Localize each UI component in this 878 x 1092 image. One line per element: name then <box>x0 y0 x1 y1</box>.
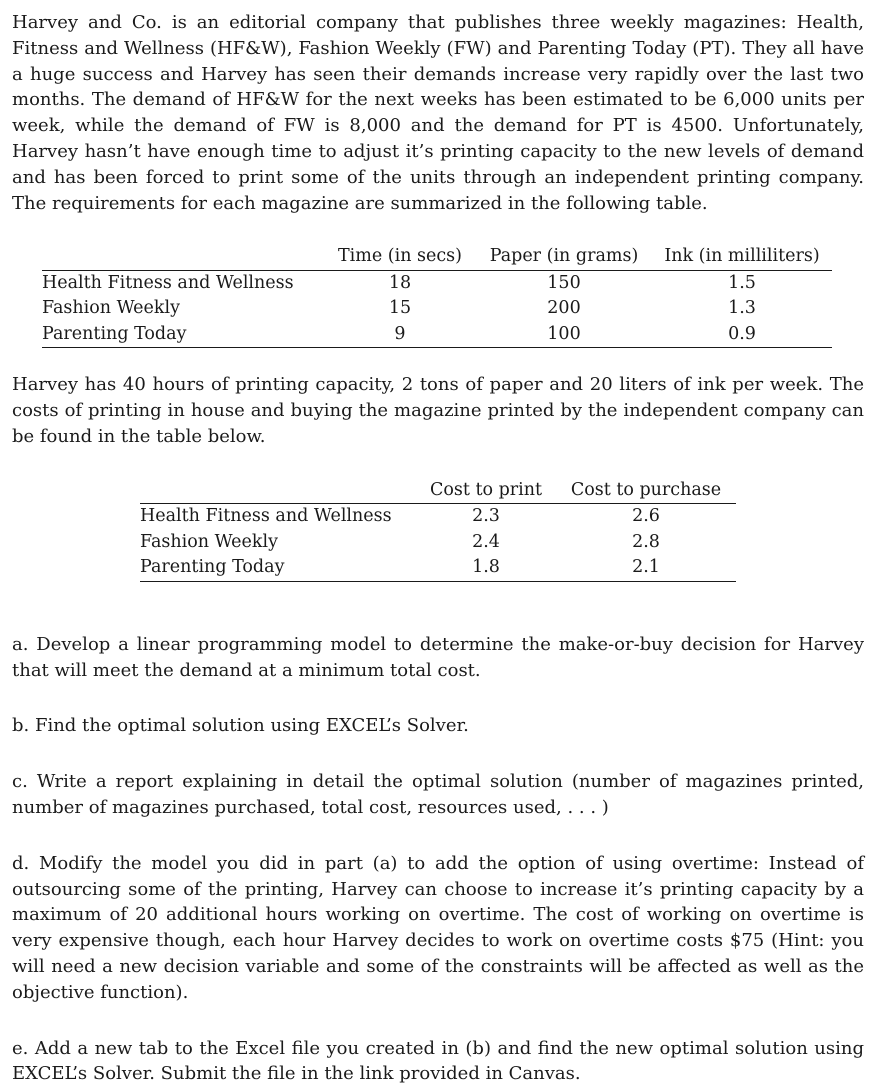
cost-header-purchase: Cost to purchase <box>556 478 736 504</box>
cost-table <box>140 478 736 582</box>
cost-header-row <box>140 478 736 504</box>
table-row <box>140 555 736 581</box>
question-a: a. Develop a linear programming model to determine the make-or-buy decision for Harvey that will meet the demand at a minimum total cost. <box>12 633 864 681</box>
purchase-cost-value: 2.8 <box>632 531 660 552</box>
print-cost-value: 1.8 <box>416 555 556 581</box>
ink-value: 1.5 <box>728 272 756 293</box>
requirements-header-row <box>42 244 832 270</box>
requirements-header-paper: Paper (in grams) <box>476 244 652 270</box>
question-c: c. Write a report explaining in detail the optimal solution (number of magazines printed, number of magazines purchased, total cost, resources used, . . . ) <box>12 771 864 818</box>
question-e: e. Add a new tab to the Excel file you created in (b) and find the new optimal solution using EXCEL’s Solver. Submit the file in the link provided in Canvas. <box>12 1037 864 1085</box>
magazine-name: Fashion Weekly <box>140 531 278 552</box>
ink-value: 0.9 <box>652 322 832 348</box>
document-page <box>12 10 864 1087</box>
question-d: d. Modify the model you did in part (a) to add the option of using overtime: Instead of outsourcing some of the printing, Harvey can choose to increase it’s printing capacity by a maximum of 20 additional hours working on overtime. The cost of working on overtime is very expensive though, each hour Harvey decides to work on overtime costs $75 (Hint: you will need a new decision variable and some of the constraints will be affected as well as the objective function). <box>12 852 864 1003</box>
cost-header-print: Cost to print <box>416 478 556 504</box>
time-value: 9 <box>324 322 476 348</box>
magazine-name: Parenting Today <box>42 322 324 348</box>
ink-value: 1.3 <box>728 298 756 319</box>
question-b: b. Find the optimal solution using EXCEL’s Solver. <box>12 715 469 737</box>
table-row <box>140 504 736 530</box>
print-cost-value: 2.4 <box>472 531 500 552</box>
magazine-name: Fashion Weekly <box>42 298 180 319</box>
magazine-name: Health Fitness and Wellness <box>140 506 392 527</box>
purchase-cost-value: 2.1 <box>556 555 736 581</box>
time-value: 15 <box>388 298 412 319</box>
magazine-name: Health Fitness and Wellness <box>42 272 294 293</box>
table-row <box>140 530 736 556</box>
table-row <box>42 296 832 322</box>
print-cost-value: 2.3 <box>472 506 500 527</box>
table-row <box>42 322 832 348</box>
requirements-header-empty <box>42 244 324 270</box>
purchase-cost-value: 2.6 <box>632 506 660 527</box>
paper-value: 150 <box>547 272 581 293</box>
requirements-header-ink: Ink (in milliliters) <box>652 244 832 270</box>
magazine-name: Parenting Today <box>140 555 416 581</box>
time-value: 18 <box>388 272 412 293</box>
intro-paragraph: Harvey and Co. is an editorial company that publishes three weekly magazines: Health, Fitness and Wellness (HF&W), Fashion Weekly (FW) and Parenting Today (PT). They all have a huge success and Harvey has seen their demands increase very rapidly over the last two months. The demand of HF&W for the next weeks has been estimated to be 6,000 units per week, while the demand of FW is 8,000 and the demand for PT is 4500. Unfortunately, Harvey hasn’t have enough time to adjust it’s printing capacity to the new levels of demand and has been forced to print some of the units through an independent printing company. The requirements for each magazine are summarized in the following table. <box>12 12 864 214</box>
requirements-header-time: Time (in secs) <box>324 244 476 270</box>
cost-header-empty <box>140 478 416 504</box>
capacity-paragraph: Harvey has 40 hours of printing capacity, 2 tons of paper and 20 liters of ink per week. The costs of printing in house and buying the magazine printed by the independent company can be found in the table below. <box>12 374 864 447</box>
paper-value: 200 <box>547 298 581 319</box>
table-row <box>42 270 832 296</box>
paper-value: 100 <box>476 322 652 348</box>
requirements-table <box>42 244 832 348</box>
